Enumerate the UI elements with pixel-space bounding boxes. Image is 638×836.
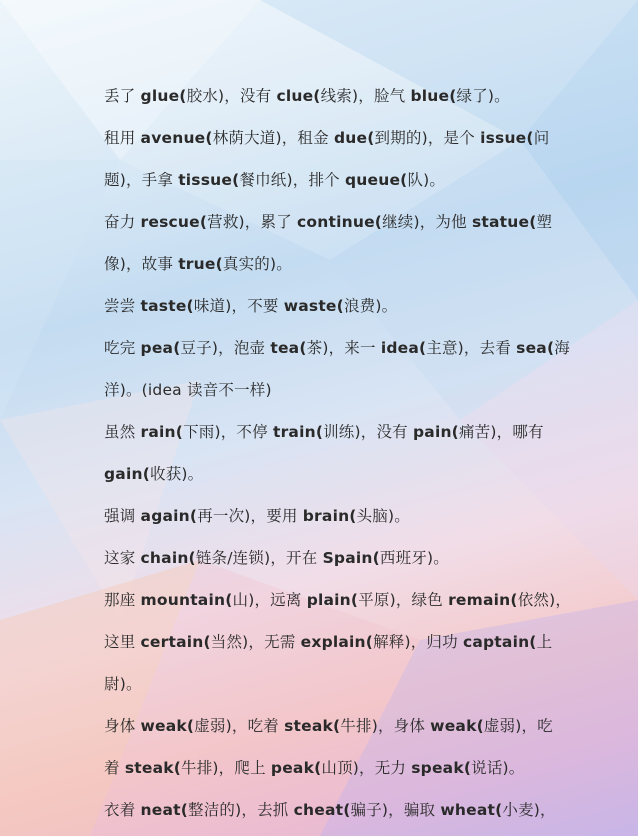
vocab-word: explain( xyxy=(300,633,374,651)
text-line: 丢了 glue(胶水)，没有 clue(线索)，脸气 blue(绿了)。 xyxy=(104,87,510,105)
vocab-word: tissue( xyxy=(178,171,240,189)
vocab-word: steak( xyxy=(124,759,182,777)
vocab-word: sea( xyxy=(516,339,555,357)
text-line: 这里 certain(当然)，无需 explain(解释)，归功 captain(上 xyxy=(104,633,553,651)
vocab-word: clue( xyxy=(276,87,321,105)
vocab-word: plain( xyxy=(306,591,359,609)
vocab-word: steak( xyxy=(284,717,341,735)
vocab-word: brain( xyxy=(302,507,357,525)
vocab-word: queue( xyxy=(344,171,408,189)
text-line: 衣着 neat(整洁的)，去抓 cheat(骗子)，骗取 wheat(小麦)， xyxy=(104,801,556,819)
vocab-word: weak( xyxy=(140,717,195,735)
vocab-word: cheat( xyxy=(293,801,351,819)
text-line: 着 steak(牛排)，爬上 peak(山顶)，无力 speak(说话)。 xyxy=(104,759,525,777)
text-line: 虽然 rain(下雨)，不停 train(训练)，没有 pain(痛苦)，哪有 xyxy=(104,423,544,441)
vocab-word: chain( xyxy=(140,549,196,567)
text-line: 尉)。 xyxy=(104,675,142,693)
text-line: 强调 again(再一次)，要用 brain(头脑)。 xyxy=(104,507,410,525)
vocab-word: rescue( xyxy=(140,213,208,231)
vocab-word: Spain( xyxy=(322,549,380,567)
vocab-word: peak( xyxy=(270,759,322,777)
vocab-word: blue( xyxy=(410,87,457,105)
vocab-word: certain( xyxy=(140,633,211,651)
text-line: 尝尝 taste(味道)，不要 waste(浪费)。 xyxy=(104,297,398,315)
text-line: 洋)。(idea 读音不一样) xyxy=(104,381,272,399)
vocab-word: wheat( xyxy=(440,801,503,819)
vocab-word: again( xyxy=(140,507,198,525)
vocab-word: speak( xyxy=(411,759,472,777)
vocab-word: taste( xyxy=(140,297,194,315)
vocab-word: neat( xyxy=(140,801,189,819)
vocab-word: remain( xyxy=(448,591,518,609)
vocab-word: pain( xyxy=(412,423,459,441)
vocab-word: tea( xyxy=(270,339,307,357)
text-line: 这家 chain(链条/连锁)，开在 Spain(西班牙)。 xyxy=(104,549,449,567)
vocab-word: issue( xyxy=(480,129,534,147)
text-line: 吃完 pea(豆子)，泡壶 tea(茶)，来一 idea(主意)，去看 sea(海 xyxy=(104,339,570,357)
vocab-word: due( xyxy=(333,129,375,147)
text-line: gain(收获)。 xyxy=(104,465,204,483)
vocab-word: glue( xyxy=(140,87,187,105)
vocab-word: waste( xyxy=(283,297,344,315)
vocab-word: idea( xyxy=(380,339,427,357)
vocab-word: pea( xyxy=(140,339,181,357)
text-line: 那座 mountain(山)，远离 plain(平原)，绿色 remain(依然)， xyxy=(104,591,572,609)
vocab-word: train( xyxy=(272,423,324,441)
vocab-word: avenue( xyxy=(140,129,213,147)
vocab-word: weak( xyxy=(430,717,484,735)
text-line: 题)，手拿 tissue(餐巾纸)，排个 queue(队)。 xyxy=(104,171,446,189)
vocab-word: rain( xyxy=(140,423,184,441)
vocab-word: captain( xyxy=(462,633,537,651)
vocab-word: gain( xyxy=(104,465,150,483)
vocab-word: continue( xyxy=(297,213,383,231)
text-line: 奋力 rescue(营救)，累了 continue(继续)，为他 statue(塑 xyxy=(104,213,553,231)
vocab-word: true( xyxy=(178,255,223,273)
text-line: 像)，故事 true(真实的)。 xyxy=(104,255,292,273)
vocab-word: mountain( xyxy=(140,591,233,609)
text-line: 租用 avenue(林荫大道)，租金 due(到期的)，是个 issue(问 xyxy=(104,129,550,147)
vocab-word: statue( xyxy=(471,213,537,231)
text-line: 身体 weak(虚弱)，吃着 steak(牛排)，身体 weak(虚弱)，吃 xyxy=(104,717,553,735)
